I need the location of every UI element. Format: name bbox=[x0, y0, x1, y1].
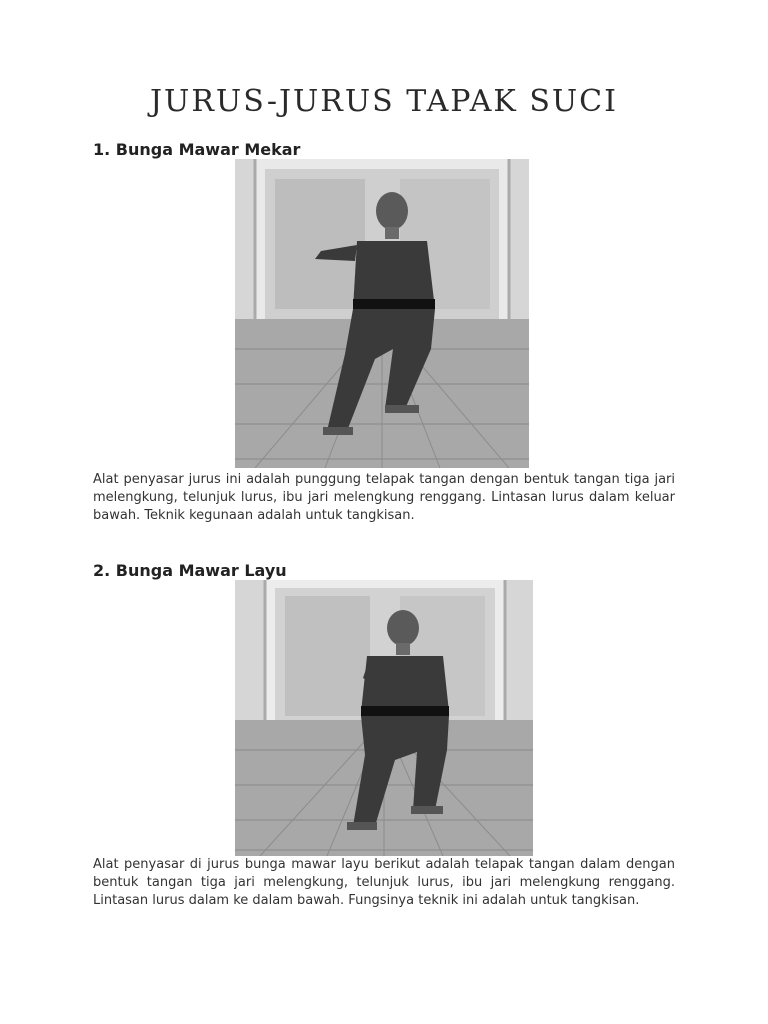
bunga-mawar-layu-photo bbox=[235, 580, 533, 856]
martial-artist-illustration bbox=[235, 159, 529, 468]
bunga-mawar-layu-description: Alat penyasar di jurus bunga mawar layu berikut adalah telapak tangan dalam dengan bentuk tangan tiga jari melengkung, telunjuk lurus, ibu jari melengkung renggang. Lintasan lurus dalam ke dalam bawah. Fungsinya teknik ini adalah untuk tangkisan. bbox=[93, 857, 675, 908]
section-heading-bunga-mawar-mekar: 1. Bunga Mawar Mekar bbox=[93, 140, 301, 159]
page-title: JURUS-JURUS TAPAK SUCI bbox=[150, 84, 618, 119]
section-heading-bunga-mawar-layu: 2. Bunga Mawar Layu bbox=[93, 561, 287, 580]
bunga-mawar-mekar-photo bbox=[235, 159, 529, 468]
bunga-mawar-mekar-description: Alat penyasar jurus ini adalah punggung telapak tangan dengan bentuk tangan tiga jari melengkung, telunjuk lurus, ibu jari melengkung renggang. Lintasan lurus dalam keluar bawah. Teknik kegunaan adalah untuk tangkisan. bbox=[93, 472, 675, 523]
martial-artist-illustration bbox=[235, 580, 533, 856]
